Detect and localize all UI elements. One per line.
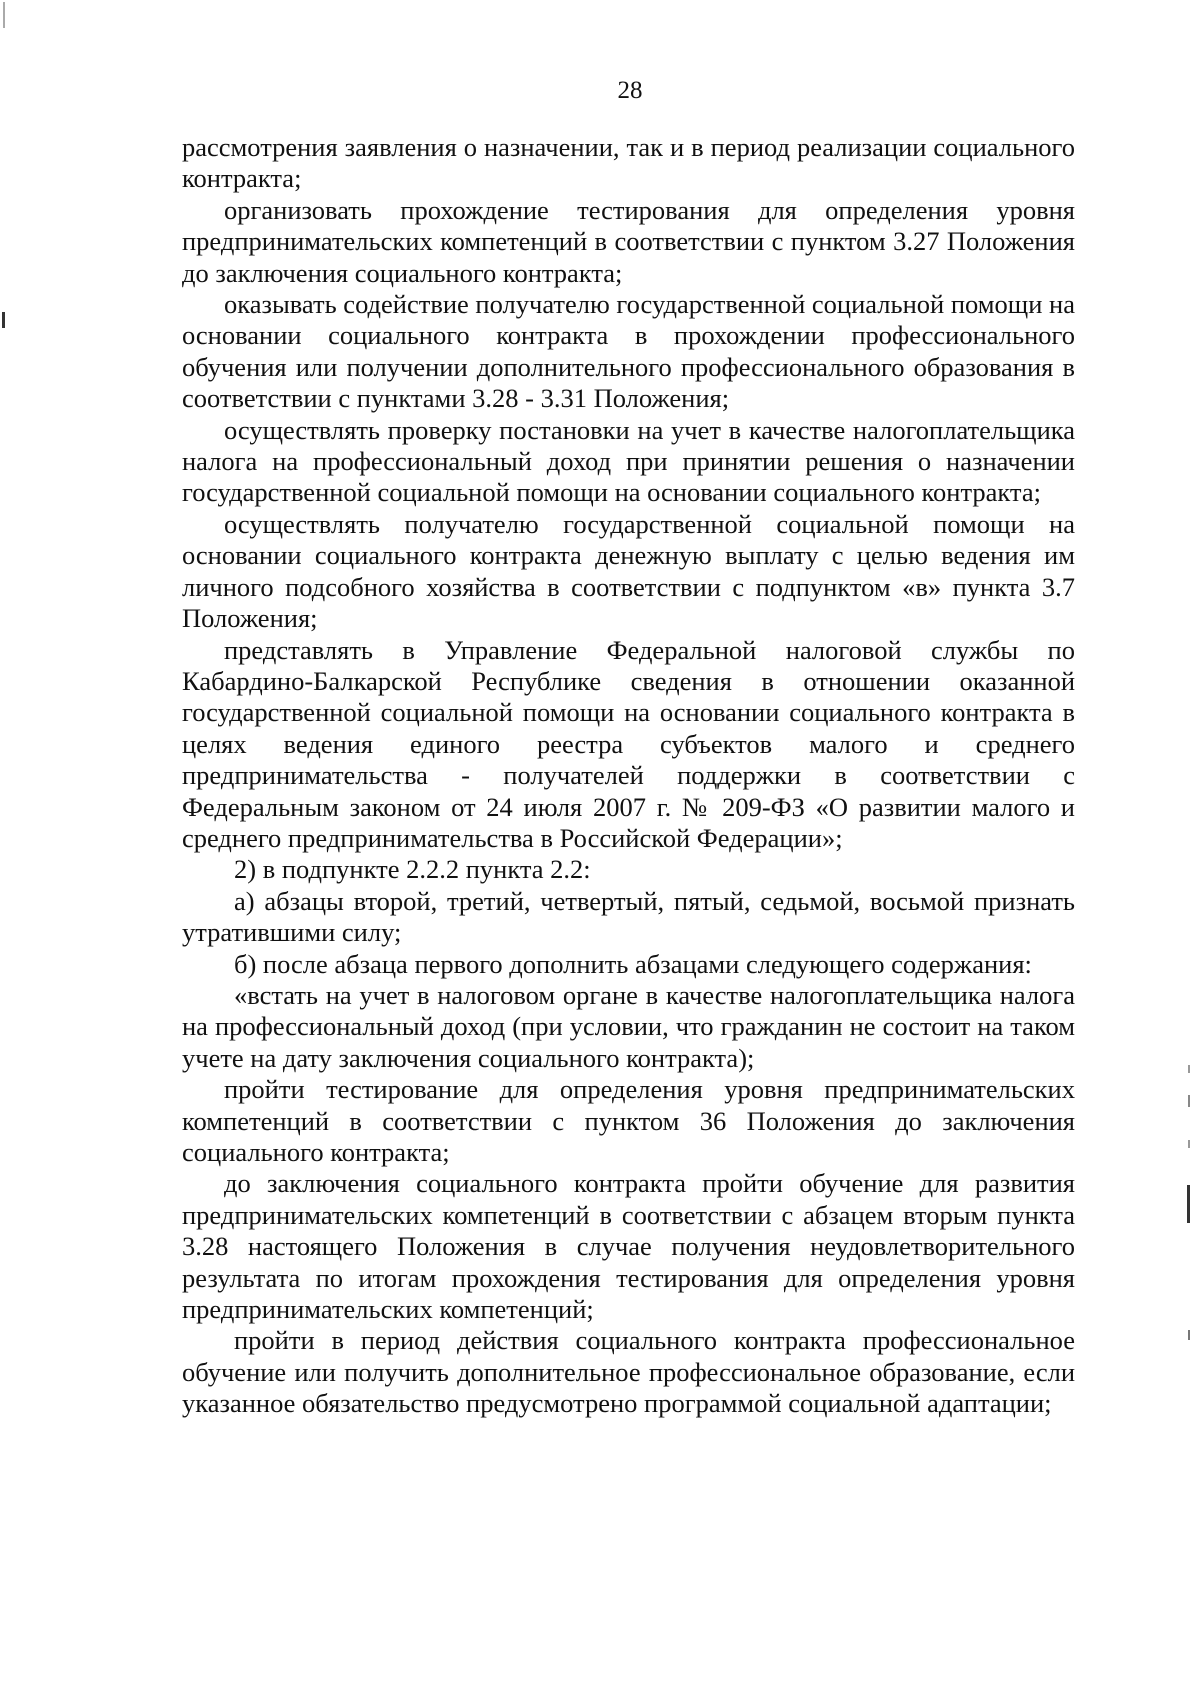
scan-mark <box>1188 1065 1190 1073</box>
scan-mark <box>1188 1095 1190 1107</box>
paragraph: представлять в Управление Федеральной налоговой службы по Кабардино-Балкарской Республике сведения в отношении оказанной государственной социальной помощи на основании социального контракта в целях ведения единого реестра субъектов малого и среднего предпринимательства - получателей поддержки в соответствии с Федеральным законом от 24 июля 2007 г. № 209-ФЗ «О развитии малого и среднего предпринимательства в Российской Федерации»; <box>182 634 1075 853</box>
scan-mark <box>1188 1330 1190 1340</box>
paragraph: б) после абзаца первого дополнить абзацами следующего содержания: <box>234 948 1032 979</box>
scan-mark <box>3 2 5 28</box>
paragraph: «встать на учет в налоговом органе в качестве налогоплательщика налога на профессиональный доход (при условии, что гражданин не состоит на таком учете на дату заключения социального контракта); <box>182 979 1075 1073</box>
paragraph: рассмотрения заявления о назначении, так и в период реализации социального контракта; <box>182 132 1075 194</box>
paragraph: пройти тестирование для определения уровня предпринимательских компетенций в соответствии с пунктом 36 Положения до заключения социального контракта; <box>182 1074 1075 1167</box>
document-body <box>182 132 1075 1420</box>
paragraph: а) абзацы второй, третий, четвертый, пятый, седьмой, восьмой признать утратившими силу; <box>182 885 1075 948</box>
scan-mark <box>2 312 5 328</box>
paragraph: осуществлять получателю государственной социальной помощи на основании социального контракта денежную выплату с целью ведения им личного подсобного хозяйства в соответствии с подпунктом «в» пункта 3.7 Положения; <box>182 508 1075 634</box>
scan-mark <box>1188 1140 1190 1148</box>
paragraph: 2) в подпункте 2.2.2 пункта 2.2: <box>234 854 591 885</box>
paragraph: осуществлять проверку постановки на учет в качестве налогоплательщика налога на профессиональный доход при принятии решения о назначении государственной социальной помощи на основании социального контракта; <box>182 414 1075 508</box>
paragraph: до заключения социального контракта пройти обучение для развития предпринимательских компетенций в соответствии с абзацем вторым пункта 3.28 настоящего Положения в случае получения неудовлетворительного результата по итогам прохождения тестирования для определения уровня предпринимательских компетенций; <box>182 1168 1075 1325</box>
paragraph: организовать прохождение тестирования для определения уровня предпринимательских компетенций в соответствии с пунктом 3.27 Положения до заключения социального контракта; <box>182 194 1075 288</box>
paragraph: оказывать содействие получателю государственной социальной помощи на основании социального контракта в прохождении профессионального обучения или получении дополнительного профессионального образования в соответствии с пунктами 3.28 - 3.31 Положения; <box>182 289 1075 414</box>
paragraph: пройти в период действия социального контракта профессиональное обучение или получить дополнительное профессиональное образование, если указанное обязательство предусмотрено программой социальной адаптации; <box>182 1325 1075 1419</box>
page-number: 28 <box>617 77 643 104</box>
scan-mark <box>1187 1185 1190 1223</box>
